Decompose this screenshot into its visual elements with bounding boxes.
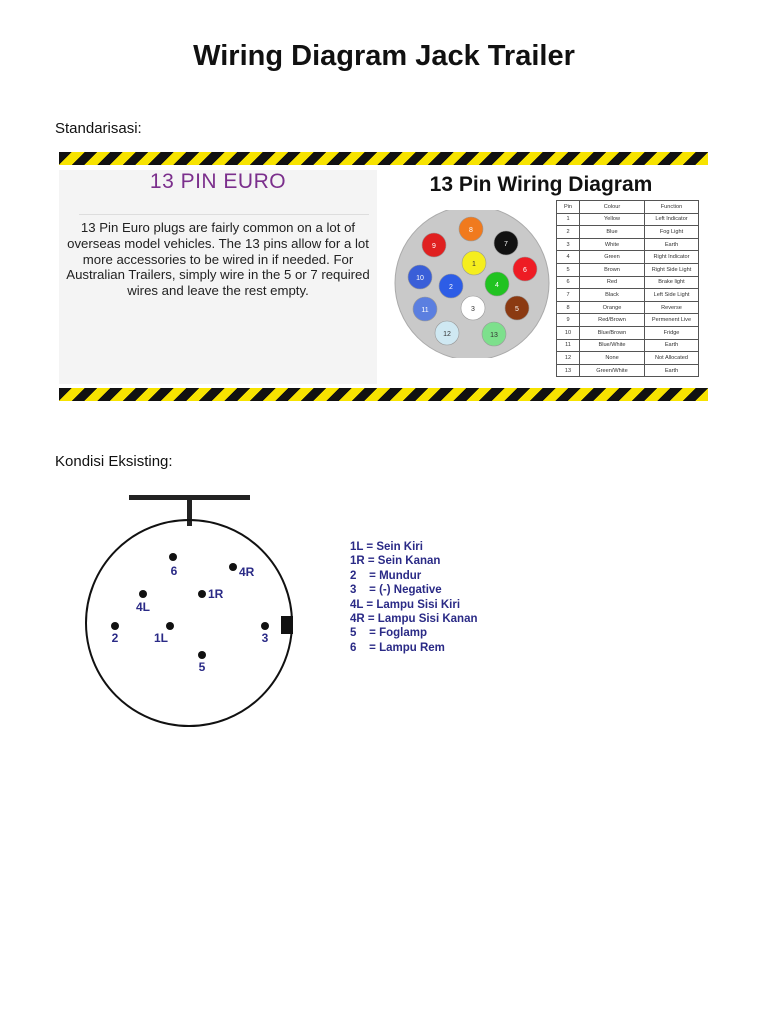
- table-cell-pin: 7: [557, 289, 580, 302]
- hazard-stripe-top: [59, 152, 708, 165]
- table-row: [557, 213, 699, 226]
- connector-key: [281, 616, 293, 634]
- table-cell-function: Fog Light: [645, 226, 699, 239]
- table-cell-pin: 1: [557, 213, 580, 226]
- pin-function-table: [556, 200, 699, 377]
- page-title: Wiring Diagram Jack Trailer: [193, 40, 575, 72]
- plug-pin-label: 11: [421, 307, 429, 314]
- table-cell-pin: 11: [557, 339, 580, 352]
- connector-pin-4R: [229, 563, 237, 571]
- table-row: [557, 301, 699, 314]
- table-cell-colour: Yellow: [580, 213, 645, 226]
- connector-pin-label: 4R: [239, 565, 255, 579]
- pin-legend: [350, 540, 478, 655]
- connector-pin-label: 4L: [135, 600, 151, 614]
- legend-item: 2 = Mundur: [350, 569, 422, 582]
- plug-pin-label: 12: [443, 331, 451, 338]
- table-cell-colour: Orange: [580, 301, 645, 314]
- table-cell-pin: 9: [557, 314, 580, 327]
- table-cell-function: Right Side Light: [645, 263, 699, 276]
- table-row: [557, 326, 699, 339]
- table-cell-function: Not Allocated: [645, 352, 699, 365]
- mount-stem: [187, 499, 192, 526]
- connector-pin-label: 3: [261, 631, 269, 645]
- table-cell-pin: 12: [557, 352, 580, 365]
- table-row: [557, 226, 699, 239]
- connector-pin-4L: [139, 590, 147, 598]
- table-cell-pin: 3: [557, 238, 580, 251]
- plug-diagram: [391, 210, 553, 358]
- table-cell-pin: 4: [557, 251, 580, 264]
- plug-pin-label: 3: [471, 306, 475, 313]
- connector-pin-1R: [198, 590, 206, 598]
- table-cell-colour: None: [580, 352, 645, 365]
- plug-pin-label: 2: [449, 284, 453, 291]
- existing-connector-diagram: [80, 490, 302, 730]
- euro-divider: [79, 214, 369, 215]
- table-header-row: [557, 201, 699, 214]
- table-row: [557, 251, 699, 264]
- table-cell-function: Reverse: [645, 301, 699, 314]
- connector-pin-label: 6: [170, 564, 178, 578]
- table-row: [557, 314, 699, 327]
- table-cell-colour: Red: [580, 276, 645, 289]
- table-row: [557, 289, 699, 302]
- plug-pin-label: 4: [495, 282, 499, 289]
- existing-section-label: Kondisi Eksisting:: [55, 453, 173, 470]
- connector-pin-3: [261, 622, 269, 630]
- plug-pin-label: 8: [469, 227, 473, 234]
- standard-section-label: Standarisasi:: [55, 120, 142, 137]
- table-cell-function: Brake light: [645, 276, 699, 289]
- table-header-pin: Pin: [557, 201, 580, 214]
- table-cell-pin: 8: [557, 301, 580, 314]
- table-cell-colour: Brown: [580, 263, 645, 276]
- table-row: [557, 339, 699, 352]
- table-cell-pin: 5: [557, 263, 580, 276]
- table-cell-function: Right Indicator: [645, 251, 699, 264]
- table-header-function: Function: [645, 201, 699, 214]
- table-cell-function: Earth: [645, 339, 699, 352]
- legend-item: 6 = Lampu Rem: [350, 641, 445, 654]
- table-cell-pin: 2: [557, 226, 580, 239]
- table-cell-colour: Blue/Brown: [580, 326, 645, 339]
- plug-pin-label: 5: [515, 306, 519, 313]
- euro-heading: 13 PIN EURO: [149, 170, 287, 193]
- table-cell-function: Left Side Light: [645, 289, 699, 302]
- legend-item: 1L = Sein Kiri: [350, 541, 423, 553]
- table-row: [557, 276, 699, 289]
- table-cell-colour: Blue/White: [580, 339, 645, 352]
- euro-description: 13 Pin Euro plugs are fairly common on a lot of overseas model vehicles. The 13 pins allow for a lot more accessories to be wired in if needed. For Australian Trailers, simply wire in the 5 or 7 required wires and leave the rest empty.: [66, 220, 370, 299]
- plug-pin-label: 9: [432, 243, 436, 250]
- connector-pin-6: [169, 553, 177, 561]
- table-row: [557, 263, 699, 276]
- table-cell-function: Permenent Live: [645, 314, 699, 327]
- legend-item: 1R = Sein Kanan: [350, 555, 441, 568]
- table-cell-pin: 10: [557, 326, 580, 339]
- connector-pin-5: [198, 651, 206, 659]
- plug-pin-label: 13: [490, 332, 498, 339]
- connector-pin-label: 1L: [153, 631, 169, 645]
- connector-pin-label: 2: [111, 631, 119, 645]
- table-cell-colour: Green: [580, 251, 645, 264]
- table-cell-colour: White: [580, 238, 645, 251]
- table-cell-colour: Green/White: [580, 364, 645, 377]
- table-cell-function: Left Indicator: [645, 213, 699, 226]
- connector-pin-2: [111, 622, 119, 630]
- table-row: [557, 364, 699, 377]
- euro-info-panel: [59, 170, 377, 384]
- plug-pin-label: 6: [523, 267, 527, 274]
- hazard-stripe-bottom: [59, 388, 708, 401]
- legend-item: 3 = (-) Negative: [350, 584, 442, 597]
- standard-banner-image: [59, 152, 708, 404]
- table-cell-function: Earth: [645, 238, 699, 251]
- table-cell-colour: Red/Brown: [580, 314, 645, 327]
- table-cell-pin: 6: [557, 276, 580, 289]
- table-cell-colour: Blue: [580, 226, 645, 239]
- table-row: [557, 238, 699, 251]
- table-cell-pin: 13: [557, 364, 580, 377]
- wiring-diagram-heading: 13 Pin Wiring Diagram: [429, 173, 653, 196]
- connector-pin-1L: [166, 622, 174, 630]
- table-cell-colour: Black: [580, 289, 645, 302]
- table-row: [557, 352, 699, 365]
- table-header-colour: Colour: [580, 201, 645, 214]
- plug-pin-label: 7: [504, 241, 508, 248]
- legend-item: 4R = Lampu Sisi Kanan: [350, 612, 478, 625]
- table-cell-function: Fridge: [645, 326, 699, 339]
- connector-pin-label: 5: [198, 660, 206, 674]
- plug-pin-label: 1: [472, 261, 476, 268]
- plug-pin-label: 10: [416, 275, 424, 282]
- legend-item: 5 = Foglamp: [350, 627, 428, 640]
- legend-item: 4L = Lampu Sisi Kiri: [350, 598, 461, 611]
- connector-pin-label: 1R: [208, 587, 224, 601]
- table-cell-function: Earth: [645, 364, 699, 377]
